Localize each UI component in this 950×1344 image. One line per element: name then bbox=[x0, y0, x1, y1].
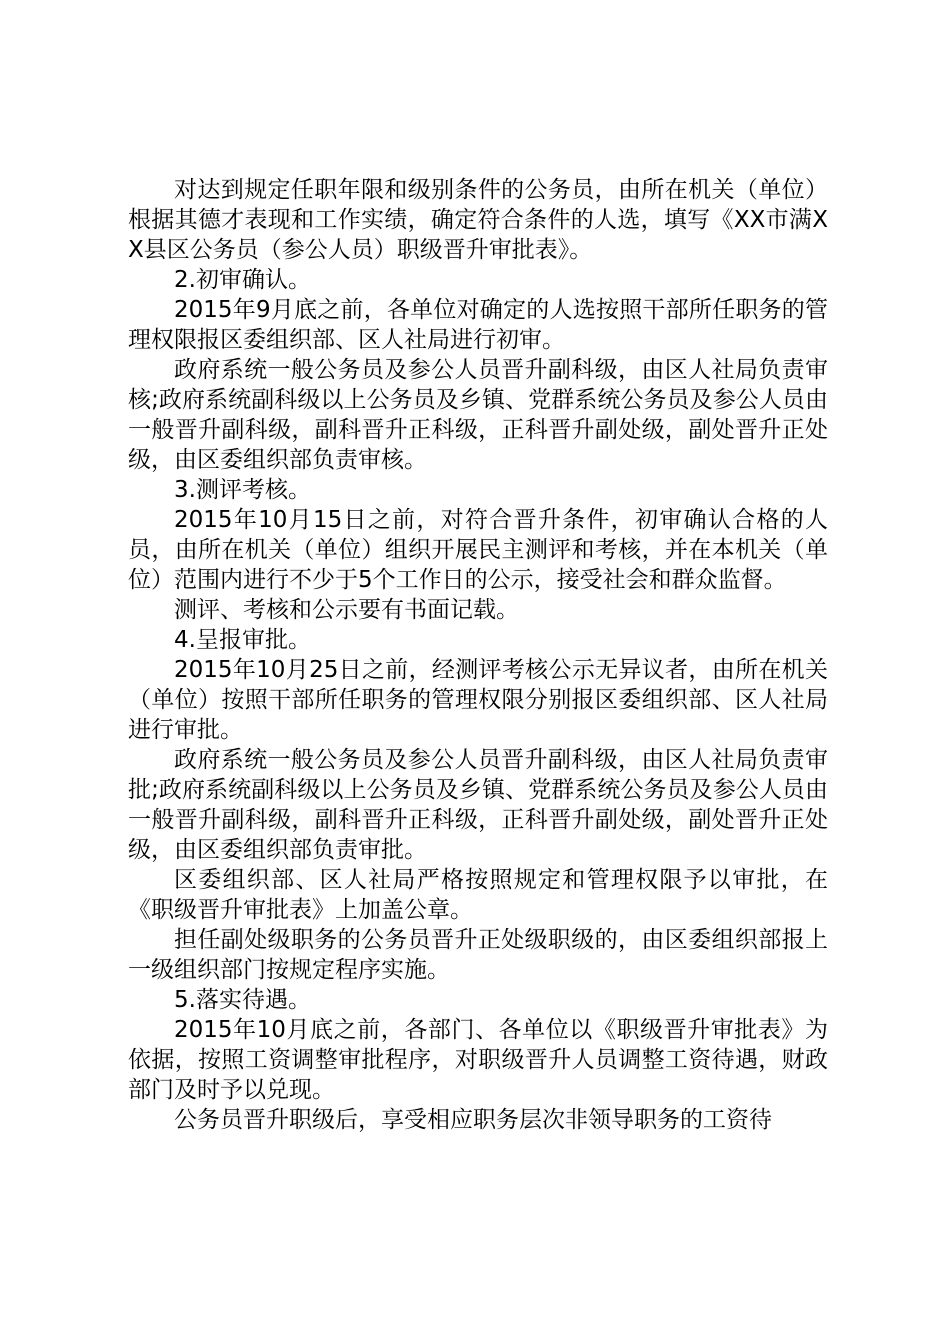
paragraph: 测评、考核和公示要有书面记载。 bbox=[174, 597, 519, 623]
paragraph: 担任副处级职务的公务员晋升正处级职级的，由区委组织部报上一级组织部门按规定程序实施。 bbox=[128, 927, 828, 983]
paragraph: 政府系统一般公务员及参公人员晋升副科级，由区人社局负责审批;政府系统副科级以上公务员及乡镇、党群系统公务员及参公人员由一般晋升副科级，副科晋升正科级，正科晋升副处级，副处晋升正处级，由区委组织部负责审批。 bbox=[128, 747, 828, 863]
paragraph: 2015年10月底之前，各部门、各单位以《职级晋升审批表》为依据，按照工资调整审批程序，对职级晋升人员调整工资待遇，财政部门及时予以兑现。 bbox=[128, 1017, 828, 1103]
section-heading: 5.落实待遇。 bbox=[174, 987, 311, 1013]
section-heading: 2.初审确认。 bbox=[174, 267, 311, 293]
paragraph: 2015年10月15日之前，对符合晋升条件，初审确认合格的人员，由所在机关（单位）组织开展民主测评和考核，并在本机关（单位）范围内进行不少于5个工作日的公示，接受社会和群众监督。 bbox=[128, 507, 828, 593]
paragraph: 对达到规定任职年限和级别条件的公务员，由所在机关（单位）根据其德才表现和工作实绩，确定符合条件的人选，填写《XX市满XX县区公务员（参公人员）职级晋升审批表》。 bbox=[128, 177, 828, 263]
paragraph: 公务员晋升职级后，享受相应职务层次非领导职务的工资待 bbox=[174, 1107, 772, 1133]
paragraph: 2015年9月底之前，各单位对确定的人选按照干部所任职务的管理权限报区委组织部、区人社局进行初审。 bbox=[128, 297, 828, 353]
document-body bbox=[128, 175, 828, 1135]
paragraph: 区委组织部、区人社局严格按照规定和管理权限予以审批，在《职级晋升审批表》上加盖公章。 bbox=[128, 867, 828, 923]
paragraph: 2015年10月25日之前，经测评考核公示无异议者，由所在机关（单位）按照干部所任职务的管理权限分别报区委组织部、区人社局进行审批。 bbox=[128, 657, 828, 743]
section-heading: 4.呈报审批。 bbox=[174, 627, 311, 653]
section-heading: 3.测评考核。 bbox=[174, 477, 311, 503]
paragraph: 政府系统一般公务员及参公人员晋升副科级，由区人社局负责审核;政府系统副科级以上公务员及乡镇、党群系统公务员及参公人员由一般晋升副科级，副科晋升正科级，正科晋升副处级，副处晋升正处级，由区委组织部负责审核。 bbox=[128, 357, 828, 473]
